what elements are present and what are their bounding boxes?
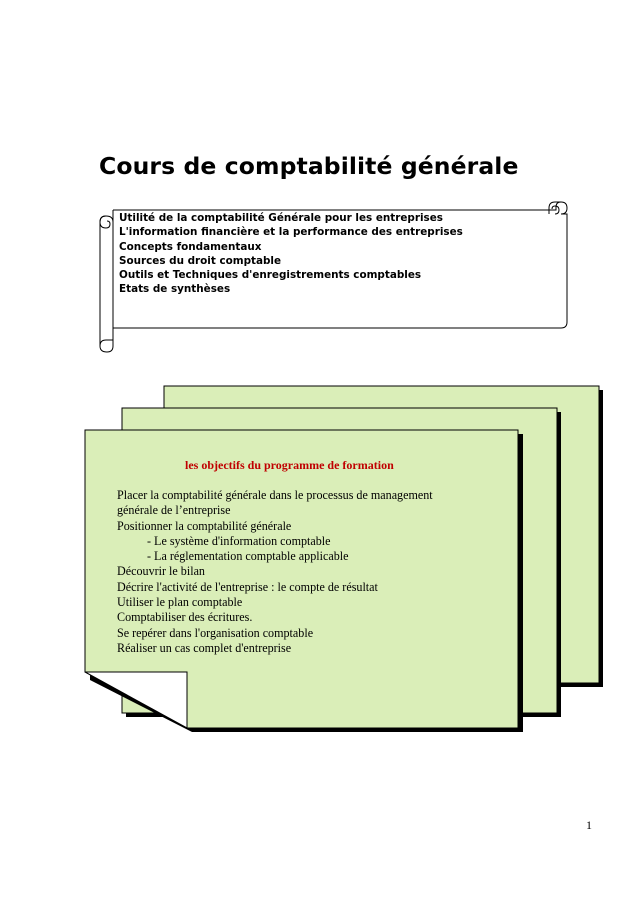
objective-item: Se repérer dans l'organisation comptable [117, 625, 314, 640]
document-title: Cours de comptabilité générale [99, 152, 519, 180]
toc-item: Outils et Techniques d'enregistrements comptables [119, 269, 422, 282]
objectives-list [117, 488, 433, 656]
objective-item: Positionner la comptabilité générale [117, 518, 292, 533]
objective-item: Découvrir le bilan [117, 564, 205, 579]
toc-item: L'information financière et la performance des entreprises [119, 226, 463, 239]
page-number: 1 [586, 818, 592, 832]
objective-item: Comptabiliser des écritures. [117, 610, 253, 625]
toc-item: Concepts fondamentaux [119, 240, 262, 253]
objectives-heading: les objectifs du programme de formation [185, 458, 394, 472]
objective-item: Placer la comptabilité générale dans le processus de management [117, 488, 433, 502]
toc-item: Etats de synthèses [119, 283, 231, 296]
objective-item: générale de l’entreprise [117, 503, 231, 518]
objective-subitem: - La réglementation comptable applicable [147, 549, 349, 564]
toc-item: Sources du droit comptable [119, 254, 282, 267]
objective-item: Décrire l'activité de l'entreprise : le compte de résultat [117, 579, 378, 594]
objective-item: Utiliser le plan comptable [117, 595, 243, 610]
objective-subitem: - Le système d'information comptable [147, 533, 331, 548]
toc-item: Utilité de la comptabilité Générale pour les entreprises [119, 212, 443, 224]
objective-item: Réaliser un cas complet d'entreprise [117, 640, 292, 655]
